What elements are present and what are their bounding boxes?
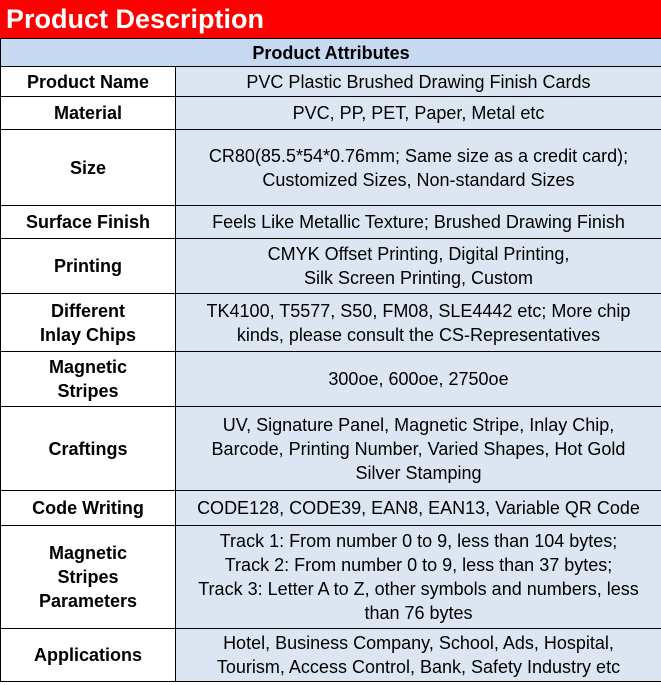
attribute-label: Applications — [1, 629, 176, 682]
attribute-label: Size — [1, 130, 176, 206]
table-row — [1, 526, 661, 629]
table-row — [1, 67, 661, 97]
attribute-value: 300oe, 600oe, 2750oe — [176, 352, 661, 407]
attribute-label: Product Name — [1, 67, 176, 97]
attribute-value: Track 1: From number 0 to 9, less than 104 bytes; Track 2: From number 0 to 9, less than 37 bytes; Track 3: Letter A to Z, other symbols and numbers, less than 76 bytes — [176, 526, 661, 629]
table-row — [1, 629, 661, 682]
attribute-label: Surface Finish — [1, 206, 176, 239]
table-row — [1, 130, 661, 206]
attribute-value: Hotel, Business Company, School, Ads, Hospital, Tourism, Access Control, Bank, Safety Industry etc — [176, 629, 661, 682]
table-row — [1, 239, 661, 294]
attribute-value: PVC, PP, PET, Paper, Metal etc — [176, 97, 661, 130]
attribute-value: CMYK Offset Printing, Digital Printing, Silk Screen Printing, Custom — [176, 239, 661, 294]
attribute-label: Craftings — [1, 407, 176, 491]
section-header: Product Attributes — [1, 39, 661, 67]
table-header-row — [1, 39, 661, 67]
table-row — [1, 491, 661, 526]
attribute-value: TK4100, T5577, S50, FM08, SLE4442 etc; More chip kinds, please consult the CS-Representatives — [176, 294, 661, 352]
table-row — [1, 407, 661, 491]
table-row — [1, 294, 661, 352]
attribute-label: Printing — [1, 239, 176, 294]
attribute-label: Magnetic Stripes — [1, 352, 176, 407]
attribute-value: UV, Signature Panel, Magnetic Stripe, Inlay Chip, Barcode, Printing Number, Varied Shapes, Hot Gold Silver Stamping — [176, 407, 661, 491]
product-attributes-table — [0, 38, 661, 682]
attribute-value: CODE128, CODE39, EAN8, EAN13, Variable QR Code — [176, 491, 661, 526]
attribute-value: Feels Like Metallic Texture; Brushed Drawing Finish — [176, 206, 661, 239]
attribute-value: PVC Plastic Brushed Drawing Finish Cards — [176, 67, 661, 97]
table-row — [1, 206, 661, 239]
table-row — [1, 97, 661, 130]
attribute-label: Code Writing — [1, 491, 176, 526]
attribute-label: Material — [1, 97, 176, 130]
attribute-label: Magnetic Stripes Parameters — [1, 526, 176, 629]
table-row — [1, 352, 661, 407]
page-title: Product Description — [0, 0, 661, 38]
attribute-value: CR80(85.5*54*0.76mm; Same size as a credit card); Customized Sizes, Non-standard Sizes — [176, 130, 661, 206]
attribute-label: Different Inlay Chips — [1, 294, 176, 352]
